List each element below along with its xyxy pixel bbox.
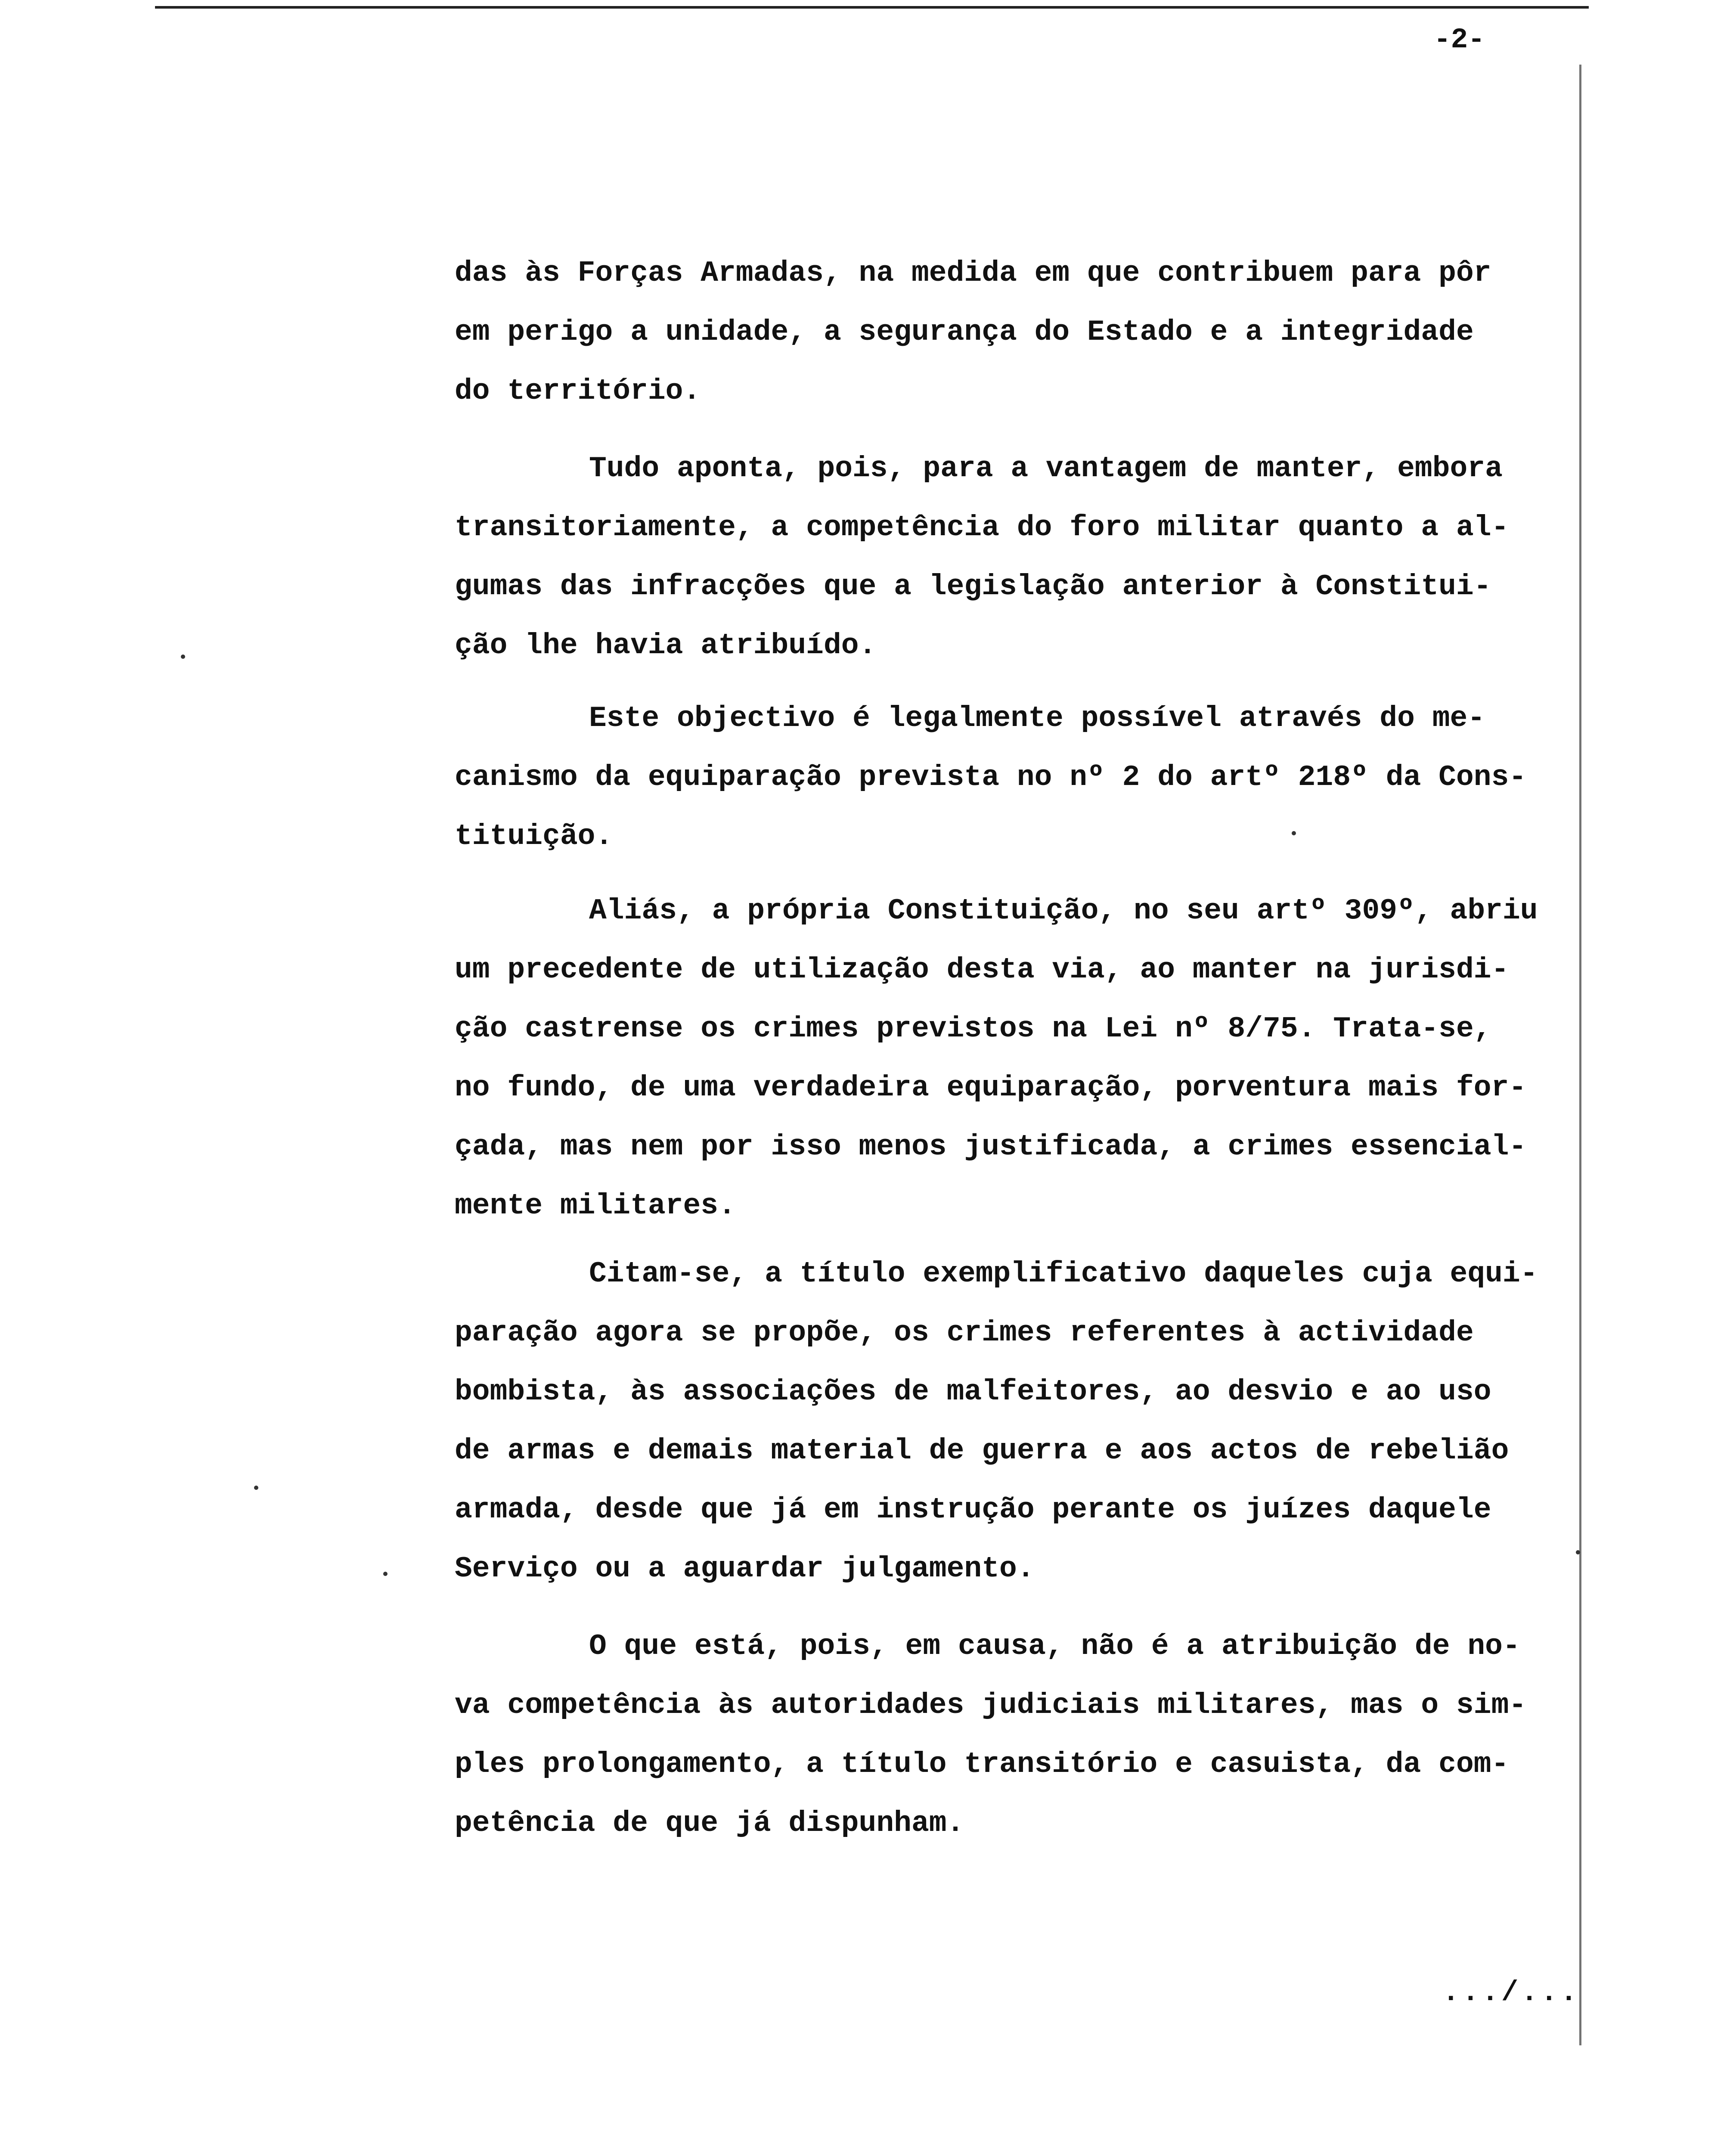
text-line: canismo da equiparação prevista no nº 2 do artº 218º da Cons- <box>455 761 1527 794</box>
top-rule <box>155 6 1589 9</box>
paragraph-2 <box>455 439 1617 675</box>
text-line: armada, desde que já em instrução perante os juízes daquele <box>455 1493 1491 1526</box>
text-line: transitoriamente, a competência do foro militar quanto a al- <box>455 511 1509 544</box>
text-line: Este objectivo é legalmente possível através do me- <box>589 702 1485 735</box>
text-line: de armas e demais material de guerra e aos actos de rebelião <box>455 1434 1509 1467</box>
text-line: Citam-se, a título exemplificativo daqueles cuja equi- <box>589 1257 1538 1291</box>
scan-speck <box>1292 831 1296 835</box>
paragraph-3 <box>455 689 1617 866</box>
text-line: ção lhe havia atribuído. <box>455 629 877 662</box>
page-number: -2- <box>1434 24 1485 56</box>
text-line: çada, mas nem por isso menos justificada, a crimes essencial- <box>455 1130 1527 1163</box>
text-line: ples prolongamento, a título transitório e casuista, da com- <box>455 1748 1509 1781</box>
paragraph-5 <box>455 1244 1617 1598</box>
text-line: em perigo a unidade, a segurança do Estado e a integridade <box>455 316 1474 349</box>
text-line: Tudo aponta, pois, para a vantagem de manter, embora <box>589 452 1503 485</box>
text-line: no fundo, de uma verdadeira equiparação, porventura mais for- <box>455 1071 1527 1104</box>
text-line: O que está, pois, em causa, não é a atribuição de no- <box>589 1630 1520 1663</box>
text-line: tituição. <box>455 820 613 853</box>
text-line: ção castrense os crimes previstos na Lei nº 8/75. Trata-se, <box>455 1012 1491 1045</box>
text-line: do território. <box>455 375 701 408</box>
paragraph-6 <box>455 1617 1617 1853</box>
continuation-mark: .../... <box>1442 1976 1580 2009</box>
scan-speck <box>254 1486 258 1490</box>
scan-speck <box>383 1572 388 1576</box>
paragraph-1 <box>455 244 1617 421</box>
text-line: Aliás, a própria Constituição, no seu artº 309º, abriu <box>589 894 1538 928</box>
text-line: paração agora se propõe, os crimes referentes à actividade <box>455 1316 1474 1350</box>
paragraph-4 <box>455 881 1617 1235</box>
text-line: das às Forças Armadas, na medida em que contribuem para pôr <box>455 257 1491 290</box>
text-line: bombista, às associações de malfeitores, ao desvio e ao uso <box>455 1375 1491 1408</box>
text-line: um precedente de utilização desta via, ao manter na jurisdi- <box>455 953 1509 987</box>
text-line: mente militares. <box>455 1189 736 1222</box>
text-line: petência de que já dispunham. <box>455 1807 964 1840</box>
scan-speck <box>181 655 185 659</box>
text-line: va competência às autoridades judiciais militares, mas o sim- <box>455 1689 1527 1722</box>
scan-speck <box>1576 1550 1580 1554</box>
text-line: gumas das infracções que a legislação anterior à Constitui- <box>455 570 1491 603</box>
text-line: Serviço ou a aguardar julgamento. <box>455 1552 1035 1585</box>
